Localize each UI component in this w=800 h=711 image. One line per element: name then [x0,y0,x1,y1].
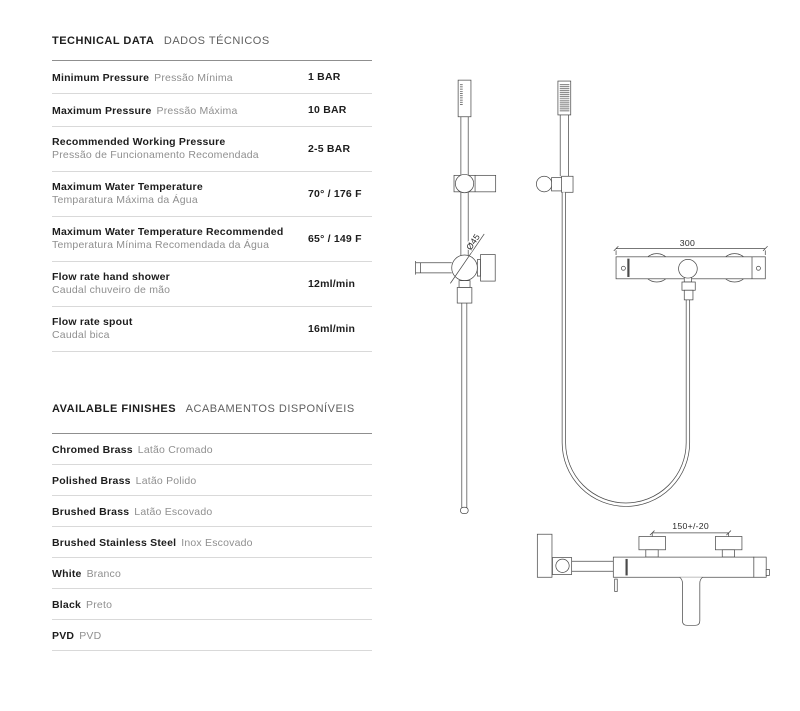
available-finishes-title-pt: ACABAMENTOS DISPONÍVEIS [185,403,355,415]
finish-label [52,533,308,551]
drawing-bath-mixer-front [537,521,769,625]
spec-label [52,101,308,119]
spec-label-pt: Pressão de Funcionamento Recomendada [52,149,259,161]
spec-label-en: Maximum Pressure [52,105,152,117]
finish-label [52,595,308,613]
technical-data-section [52,35,372,352]
table-row [52,172,372,217]
table-row [52,217,372,262]
technical-data-title [52,35,372,60]
connecting-pipe [572,561,614,571]
technical-data-title-en: TECHNICAL DATA [52,35,155,47]
table-row [52,127,372,172]
spec-label-pt: Pressão Máxima [156,105,238,117]
available-finishes-title-en: AVAILABLE FINISHES [52,403,177,415]
finish-label-en: PVD [52,630,75,642]
finish-label [52,502,308,520]
spec-label [52,181,308,208]
finish-label [52,626,308,644]
spec-label [52,226,308,253]
finish-row [52,434,372,465]
valve-body [452,255,478,281]
spec-value: 12ml/min [308,278,356,290]
spec-label-pt: Pressão Mínima [154,72,233,84]
finish-row [52,620,372,651]
hose-front [460,303,468,514]
spec-label-pt: Caudal chuveiro de mão [52,284,171,296]
finish-label [52,471,308,489]
spec-value: 1 BAR [308,71,341,83]
spec-value: 2-5 BAR [308,143,351,155]
spec-label-en: Minimum Pressure [52,72,150,84]
dimension-bar-width [614,238,768,255]
table-row [52,61,372,94]
technical-data-title-pt: DADOS TÉCNICOS [163,35,270,47]
wall-holder-side [536,176,573,192]
finish-label-en: Polished Brass [52,475,131,487]
diverter-lever [615,579,618,591]
spec-label-pt: Temperatura Mínima Recomendada da Água [52,239,270,251]
spec-label-en: Flow rate spout [52,315,133,328]
finish-label-pt: Latão Polido [135,475,197,487]
spec-label-en: Flow rate hand shower [52,270,170,283]
table-row [52,94,372,127]
spec-label [52,136,308,163]
finish-label-en: Chromed Brass [52,444,133,456]
finish-row [52,527,372,558]
finish-label-en: Black [52,599,82,611]
finish-row [52,558,372,589]
hand-shower-front [458,80,471,175]
available-finishes-section [52,403,372,651]
inlet-union-left [639,537,666,550]
dimension-inlet-spacing [650,521,731,536]
finish-label [52,440,308,458]
hose-loop [564,192,688,504]
slider-bracket [454,174,496,192]
spec-label [52,271,308,298]
diverter-valve [416,255,496,304]
holder-ring [556,559,569,572]
diverter-knob [679,259,698,278]
spout-down [680,577,703,625]
table-row [52,307,372,352]
valve-knob [481,255,496,282]
finish-label-pt: PVD [79,630,102,642]
hand-shower-handle-side [560,115,568,176]
available-finishes-table [52,433,372,651]
finish-label-en: White [52,568,82,580]
finish-label-pt: Preto [86,599,113,611]
hand-shower-side [558,81,571,176]
valve-diameter-label: Ø45 [464,231,483,252]
mixer-body-front [613,557,754,577]
drawing-mixer-bar [614,238,768,300]
technical-drawings [390,60,800,710]
bar-width-label: 300 [679,237,696,248]
spec-label-pt: Temparatura Máxima da Água [52,194,198,206]
finish-label-pt: Latão Escovado [134,506,213,518]
drawing-shower-side [536,81,688,505]
slider-knob [455,174,473,192]
available-finishes-title [52,403,372,433]
spec-label-en: Maximum Water Temperature [52,180,203,193]
spec-label-pt: Caudal bica [52,329,110,341]
inlet-spacing-label: 150+/-20 [672,521,710,532]
finish-label-en: Brushed Stainless Steel [52,537,177,549]
hand-shower-handle [461,117,468,176]
spec-label [52,68,308,86]
drawing-shower-column-front [416,80,496,513]
technical-data-table [52,60,372,352]
finish-row [52,589,372,620]
finish-label-en: Brushed Brass [52,506,130,518]
spec-value: 10 BAR [308,104,347,116]
spec-label-en: Maximum Water Temperature Recommended [52,225,284,238]
holder-knob [536,176,552,192]
inlet-union-right [715,537,742,550]
spout-arm [416,261,452,275]
wall-plate [537,534,552,577]
finish-label-pt: Branco [86,568,122,580]
finish-label-pt: Latão Cromado [137,444,213,456]
spec-label [52,316,308,343]
finish-row [52,496,372,527]
finish-row [52,465,372,496]
spec-label-en: Recommended Working Pressure [52,135,226,148]
finish-label-pt: Inox Escovado [181,537,253,549]
finish-label [52,564,308,582]
hand-shower-holder-front [537,534,613,577]
table-row [52,262,372,307]
spec-value: 70° / 176 F [308,188,362,200]
spec-value: 16ml/min [308,323,356,335]
spec-value: 65° / 149 F [308,233,362,245]
